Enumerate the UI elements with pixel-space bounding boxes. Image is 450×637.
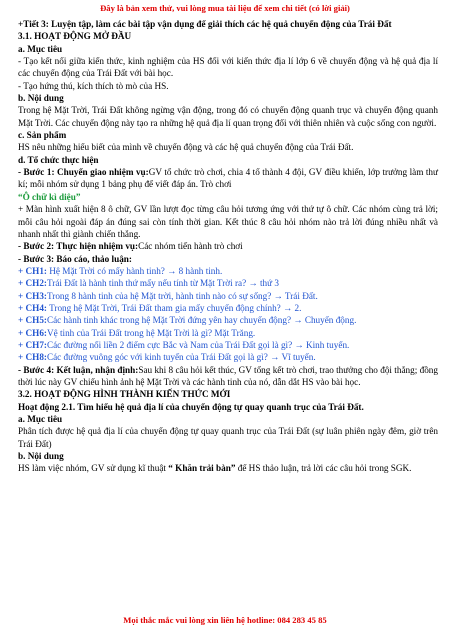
question-item bbox=[18, 351, 438, 363]
document-body bbox=[18, 18, 438, 475]
question-item bbox=[18, 277, 438, 289]
game-rules: + Màn hình xuất hiện 8 ô chữ, GV lần lượt đọc từng câu hỏi tương ứng với thứ tự ô chữ. Các nhóm cùng trả lời; mỗi câu hỏi ngoài đáp án đúng sai còn tính thời gian. Kết thúc 8 câu hỏi nhóm nào trả lời đúng nhiều nhất và nhanh nhất thì giành chiến thắng. bbox=[18, 204, 438, 239]
objective-text-2-1: Phân tích được hệ quả địa lí của chuyển động tự quay quanh trục của Trái Đất (sự luân phiên ngày đêm, giờ trên Trái Đất) bbox=[18, 426, 438, 449]
technique-name: “ Khăn trải bàn” bbox=[165, 463, 236, 474]
product-heading: c. Sản phẩm bbox=[18, 130, 67, 141]
question-text: Hệ Mặt Trời có mấy hành tinh? → 8 hành tinh. bbox=[46, 265, 223, 276]
objective-text-1: - Tạo kết nối giữa kiến thức, kinh nghiệm của HS đối với kiến thức địa lí lớp 6 về chuyển động và hệ quả địa lí các chuyển động của Trái Đất với bài học. bbox=[18, 56, 438, 79]
question-item bbox=[18, 302, 438, 314]
step-4 bbox=[18, 364, 438, 389]
objective-text-2: - Tạo hứng thú, kích thích tò mò của HS. bbox=[18, 80, 169, 91]
content-heading: b. Nội dung bbox=[18, 93, 64, 104]
step-2 bbox=[18, 240, 438, 252]
content-heading-2: b. Nội dung bbox=[18, 451, 64, 462]
content-text-part: HS làm việc nhóm, GV sử dụng kĩ thuật bbox=[18, 463, 166, 474]
question-text: Các đường nối liền 2 điểm cực Bắc và Nam của Trái Đất gọi là gì? → Kinh tuyến. bbox=[46, 339, 350, 350]
question-code: + CH4: bbox=[18, 302, 47, 313]
question-text: Trái Đất là hành tinh thứ mấy nếu tính từ Mặt Trời ra? → thứ 3 bbox=[46, 278, 279, 289]
section-heading-3-1: 3.1. HOẠT ĐỘNG MỞ ĐẦU bbox=[18, 31, 132, 42]
question-text: Các đường vuông góc với kinh tuyến của Trái Đất gọi là gì? → Vĩ tuyến. bbox=[46, 352, 316, 363]
question-code: + CH1: bbox=[18, 265, 47, 276]
question-text: Trong 8 hành tinh của hệ Mặt trời, hành tinh nào có sự sống? → Trái Đất. bbox=[46, 290, 318, 301]
objective-heading-2: a. Mục tiêu bbox=[18, 414, 63, 424]
question-item bbox=[18, 265, 438, 277]
step-1 bbox=[18, 166, 438, 191]
section-heading-3-2: 3.2. HOẠT ĐỘNG HÌNH THÀNH KIẾN THỨC MỚI bbox=[18, 389, 231, 400]
question-item bbox=[18, 339, 438, 351]
game-name: “Ô chữ kì diệu” bbox=[18, 191, 81, 202]
organization-heading: d. Tổ chức thực hiện bbox=[18, 154, 99, 165]
preview-banner: Đây là bản xem thử, vui lòng mua tài liệu để xem chi tiết (có lời giải) bbox=[100, 3, 350, 13]
question-code: + CH8: bbox=[18, 352, 47, 363]
lesson-title: +Tiết 3: Luyện tập, làm các bài tập vận dụng để giải thích các hệ quả chuyển động của Trái Đất bbox=[18, 19, 392, 29]
question-item bbox=[18, 290, 438, 302]
activity-2-1-title: Hoạt động 2.1. Tìm hiểu hệ quả địa lí của chuyển động tự quay quanh trục của Trái Đất. bbox=[18, 401, 364, 412]
question-item bbox=[18, 327, 438, 339]
step-2-label: - Bước 2: Thực hiện nhiệm vụ: bbox=[18, 241, 139, 252]
question-code: + CH2: bbox=[18, 278, 47, 289]
question-item bbox=[18, 314, 438, 326]
content-text-part: để HS thảo luận, trả lời các câu hỏi trong SGK. bbox=[235, 463, 412, 474]
step-2-text: Các nhóm tiến hành trò chơi bbox=[138, 241, 243, 252]
hotline-banner: Mọi thắc mắc vui lòng xin liên hệ hotline: 084 283 45 85 bbox=[123, 615, 327, 625]
question-code: + CH6: bbox=[18, 327, 47, 338]
step-4-label: - Bước 4: Kết luận, nhận định: bbox=[18, 364, 139, 375]
content-text: Trong hệ Mặt Trời, Trái Đất không ngừng vận động, trong đó có chuyển động quanh trục và chuyển động quanh Mặt Trời. Các chuyển động này tạo ra những hệ quả địa lí quan trọng đối với thiên nhiên và cuộc sống con người. bbox=[18, 105, 438, 128]
step-3-label: - Bước 3: Báo cáo, thảo luận: bbox=[18, 253, 132, 264]
question-text: Các hành tinh khác trong hệ Mặt Trời đứng yên hay chuyển động? → Chuyển động. bbox=[46, 315, 357, 326]
step-1-label: - Bước 1: Chuyển giao nhiệm vụ: bbox=[18, 167, 149, 178]
question-text: Vệ tinh của Trái Đất trong hệ Mặt Trời là gì? Mặt Trăng. bbox=[46, 327, 256, 338]
question-code: + CH7: bbox=[18, 339, 47, 350]
question-code: + CH3: bbox=[18, 290, 47, 301]
step-1-text: GV tổ chức trò chơi, chia 4 tổ thành 4 đội, GV điều khiển, lớp trưởng làm thư kí; mỗi nhóm sử dụng 1 bảng phụ để viết đáp án. Trò chơi bbox=[18, 167, 438, 190]
content-text-2-1 bbox=[18, 462, 438, 474]
product-text: HS nêu những hiểu biết của mình về chuyển động và các hệ quả chuyển động của Trái Đất. bbox=[18, 142, 354, 153]
question-text: Trong hệ Mặt Trời, Trái Đất tham gia mấy chuyển động chính? → 2. bbox=[46, 302, 302, 313]
question-code: + CH5: bbox=[18, 315, 47, 326]
objective-heading: a. Mục tiêu bbox=[18, 43, 63, 54]
step-4-text: Sau khi 8 câu hỏi kết thúc, GV tổng kết trò chơi, trao thưởng cho đội thắng; đồng thời lúc này GV chiếu hình ảnh hệ Mặt Trời và các hành tinh của nó, dẫn dắt HS vào bài học. bbox=[18, 364, 438, 387]
